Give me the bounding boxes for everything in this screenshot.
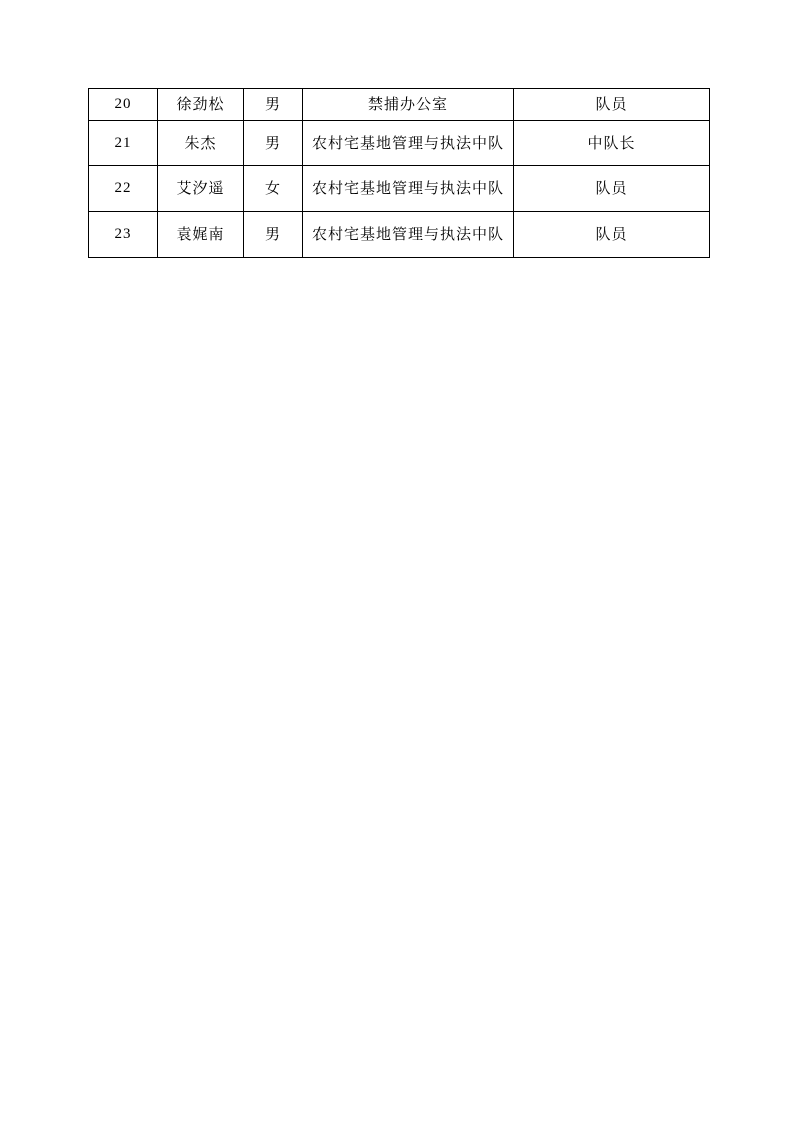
cell-index: 22 <box>89 166 158 212</box>
cell-index: 20 <box>89 89 158 121</box>
cell-department: 农村宅基地管理与执法中队 <box>303 166 514 212</box>
table-row <box>89 166 710 212</box>
cell-department: 农村宅基地管理与执法中队 <box>303 212 514 258</box>
table-row <box>89 121 710 166</box>
table-row <box>89 212 710 258</box>
cell-name: 袁娓南 <box>158 212 244 258</box>
cell-name: 徐劲松 <box>158 89 244 121</box>
cell-sex: 女 <box>244 166 303 212</box>
cell-department: 农村宅基地管理与执法中队 <box>303 121 514 166</box>
cell-role: 队员 <box>514 166 710 212</box>
cell-role: 中队长 <box>514 121 710 166</box>
cell-name: 艾汐遥 <box>158 166 244 212</box>
table-row <box>89 89 710 121</box>
cell-department: 禁捕办公室 <box>303 89 514 121</box>
personnel-table <box>88 88 710 258</box>
cell-index: 23 <box>89 212 158 258</box>
cell-sex: 男 <box>244 121 303 166</box>
cell-role: 队员 <box>514 212 710 258</box>
cell-sex: 男 <box>244 212 303 258</box>
cell-name: 朱杰 <box>158 121 244 166</box>
table-body <box>89 89 710 258</box>
cell-sex: 男 <box>244 89 303 121</box>
cell-index: 21 <box>89 121 158 166</box>
cell-role: 队员 <box>514 89 710 121</box>
